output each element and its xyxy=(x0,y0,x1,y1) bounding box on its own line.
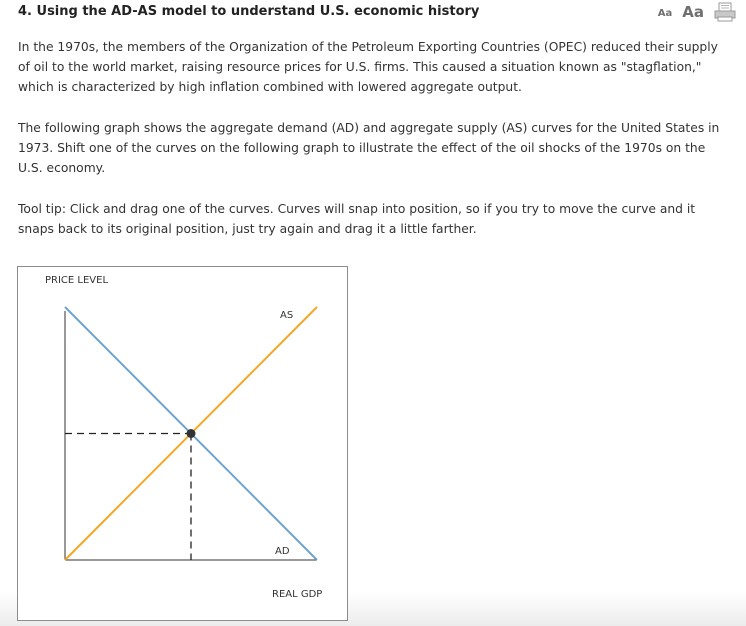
question-title: 4. Using the AD-AS model to understand U.S. economic history xyxy=(18,4,480,19)
print-icon[interactable] xyxy=(714,2,736,22)
equilibrium-point xyxy=(187,429,196,438)
instructions-paragraph: The following graph shows the aggregate demand (AD) and aggregate supply (AS) curves for the United States in 1973. Shift one of the curves on the following graph to illustrate the effect of the oil shocks of the 1970s on the U.S. economy. xyxy=(18,121,720,175)
x-axis-label: REAL GDP xyxy=(272,589,323,600)
intro-paragraph: In the 1970s, the members of the Organization of the Petroleum Exporting Countries (OPEC) reduced their supply of oil to the world market, raising resource prices for U.S. firms. This caused a situation known as "stagflation," which is characterized by high inflation combined with lowered aggregate output. xyxy=(18,40,718,94)
y-axis-label: PRICE LEVEL xyxy=(45,275,109,286)
ad-as-graph xyxy=(17,266,348,621)
increase-font-button[interactable]: Aa xyxy=(682,3,704,21)
toolbar xyxy=(658,0,736,24)
decrease-font-button[interactable]: Aa xyxy=(657,8,673,19)
tooltip-paragraph: Tool tip: Click and drag one of the curves. Curves will snap into position, so if you try to move the curve and it snaps back to its original position, just try again and drag it a little farther. xyxy=(18,202,696,236)
ad-as-chart xyxy=(18,267,347,620)
as-curve-label: AS xyxy=(280,310,294,321)
ad-curve-label: AD xyxy=(275,546,290,557)
